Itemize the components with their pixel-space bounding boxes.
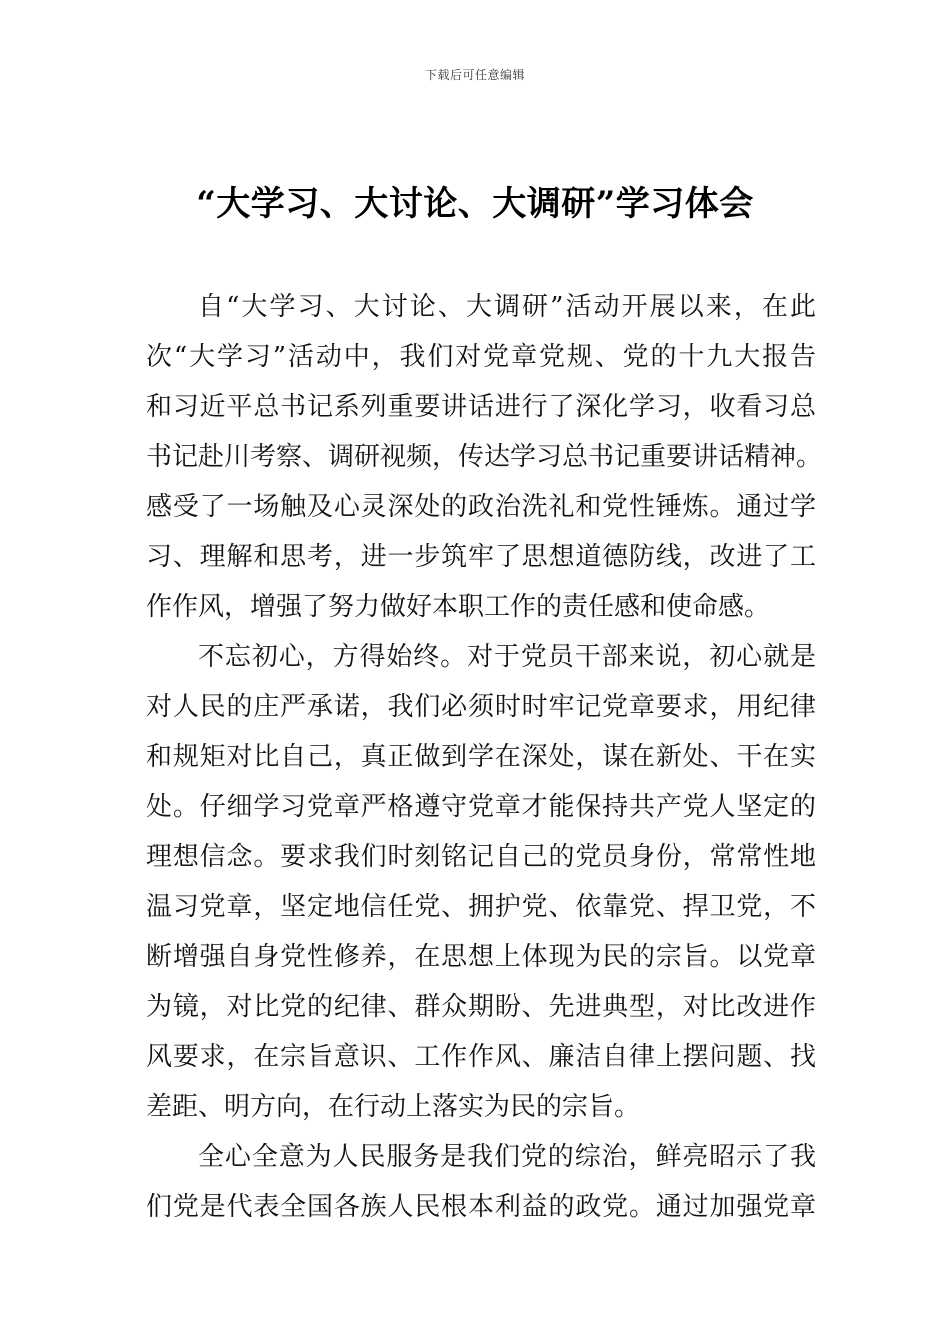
document-body: [146, 282, 823, 1232]
text-line: 感受了一场触及心灵深处的政治洗礼和党性锤炼。通过学: [146, 492, 816, 522]
text-line: 作作风，增强了努力做好本职工作的责任感和使命感。: [146, 592, 771, 622]
text-line: 风要求，在宗旨意识、工作作风、廉洁自律上摆问题、找: [146, 1042, 816, 1072]
text-line: 全心全意为人民服务是我们党的综治，鲜亮昭示了我: [198, 1142, 816, 1172]
text-line: 和习近平总书记系列重要讲话进行了深化学习，收看习总: [146, 392, 816, 422]
text-line: 不忘初心，方得始终。对于党员干部来说，初心就是: [198, 642, 816, 672]
paragraph-2: [146, 632, 816, 1132]
text-line: 断增强自身党性修养，在思想上体现为民的宗旨。以党章: [146, 942, 816, 972]
text-line: 次“大学习”活动中，我们对党章党规、党的十九大报告: [146, 342, 816, 372]
download-note: 下载后可任意编辑: [424, 68, 525, 82]
text-line: 和规矩对比自己，真正做到学在深处，谋在新处、干在实: [146, 742, 816, 772]
text-line: 书记赴川考察、调研视频，传达学习总书记重要讲话精神。: [146, 442, 823, 472]
text-line: 习、理解和思考，进一步筑牢了思想道德防线，改进了工: [146, 542, 816, 572]
text-line: 差距、明方向，在行动上落实为民的宗旨。: [146, 1092, 641, 1122]
text-line: 自“大学习、大讨论、大调研”活动开展以来，在此: [198, 292, 816, 322]
text-line: 处。仔细学习党章严格遵守党章才能保持共产党人坚定的: [146, 792, 816, 822]
text-line: 们党是代表全国各族人民根本利益的政党。通过加强党章: [146, 1192, 816, 1222]
text-line: 理想信念。要求我们时刻铭记自己的党员身份，常常性地: [146, 842, 816, 872]
paragraph-3: [146, 1132, 816, 1232]
text-line: 对人民的庄严承诺，我们必须时时牢记党章要求，用纪律: [146, 692, 816, 722]
paragraph-1: [146, 282, 823, 632]
text-line: 为镜，对比党的纪律、群众期盼、先进典型，对比改进作: [146, 992, 816, 1022]
document-title: “大学习、大讨论、大调研”学习体会: [196, 184, 754, 224]
text-line: 温习党章，坚定地信任党、拥护党、依靠党、捍卫党，不: [146, 892, 816, 922]
